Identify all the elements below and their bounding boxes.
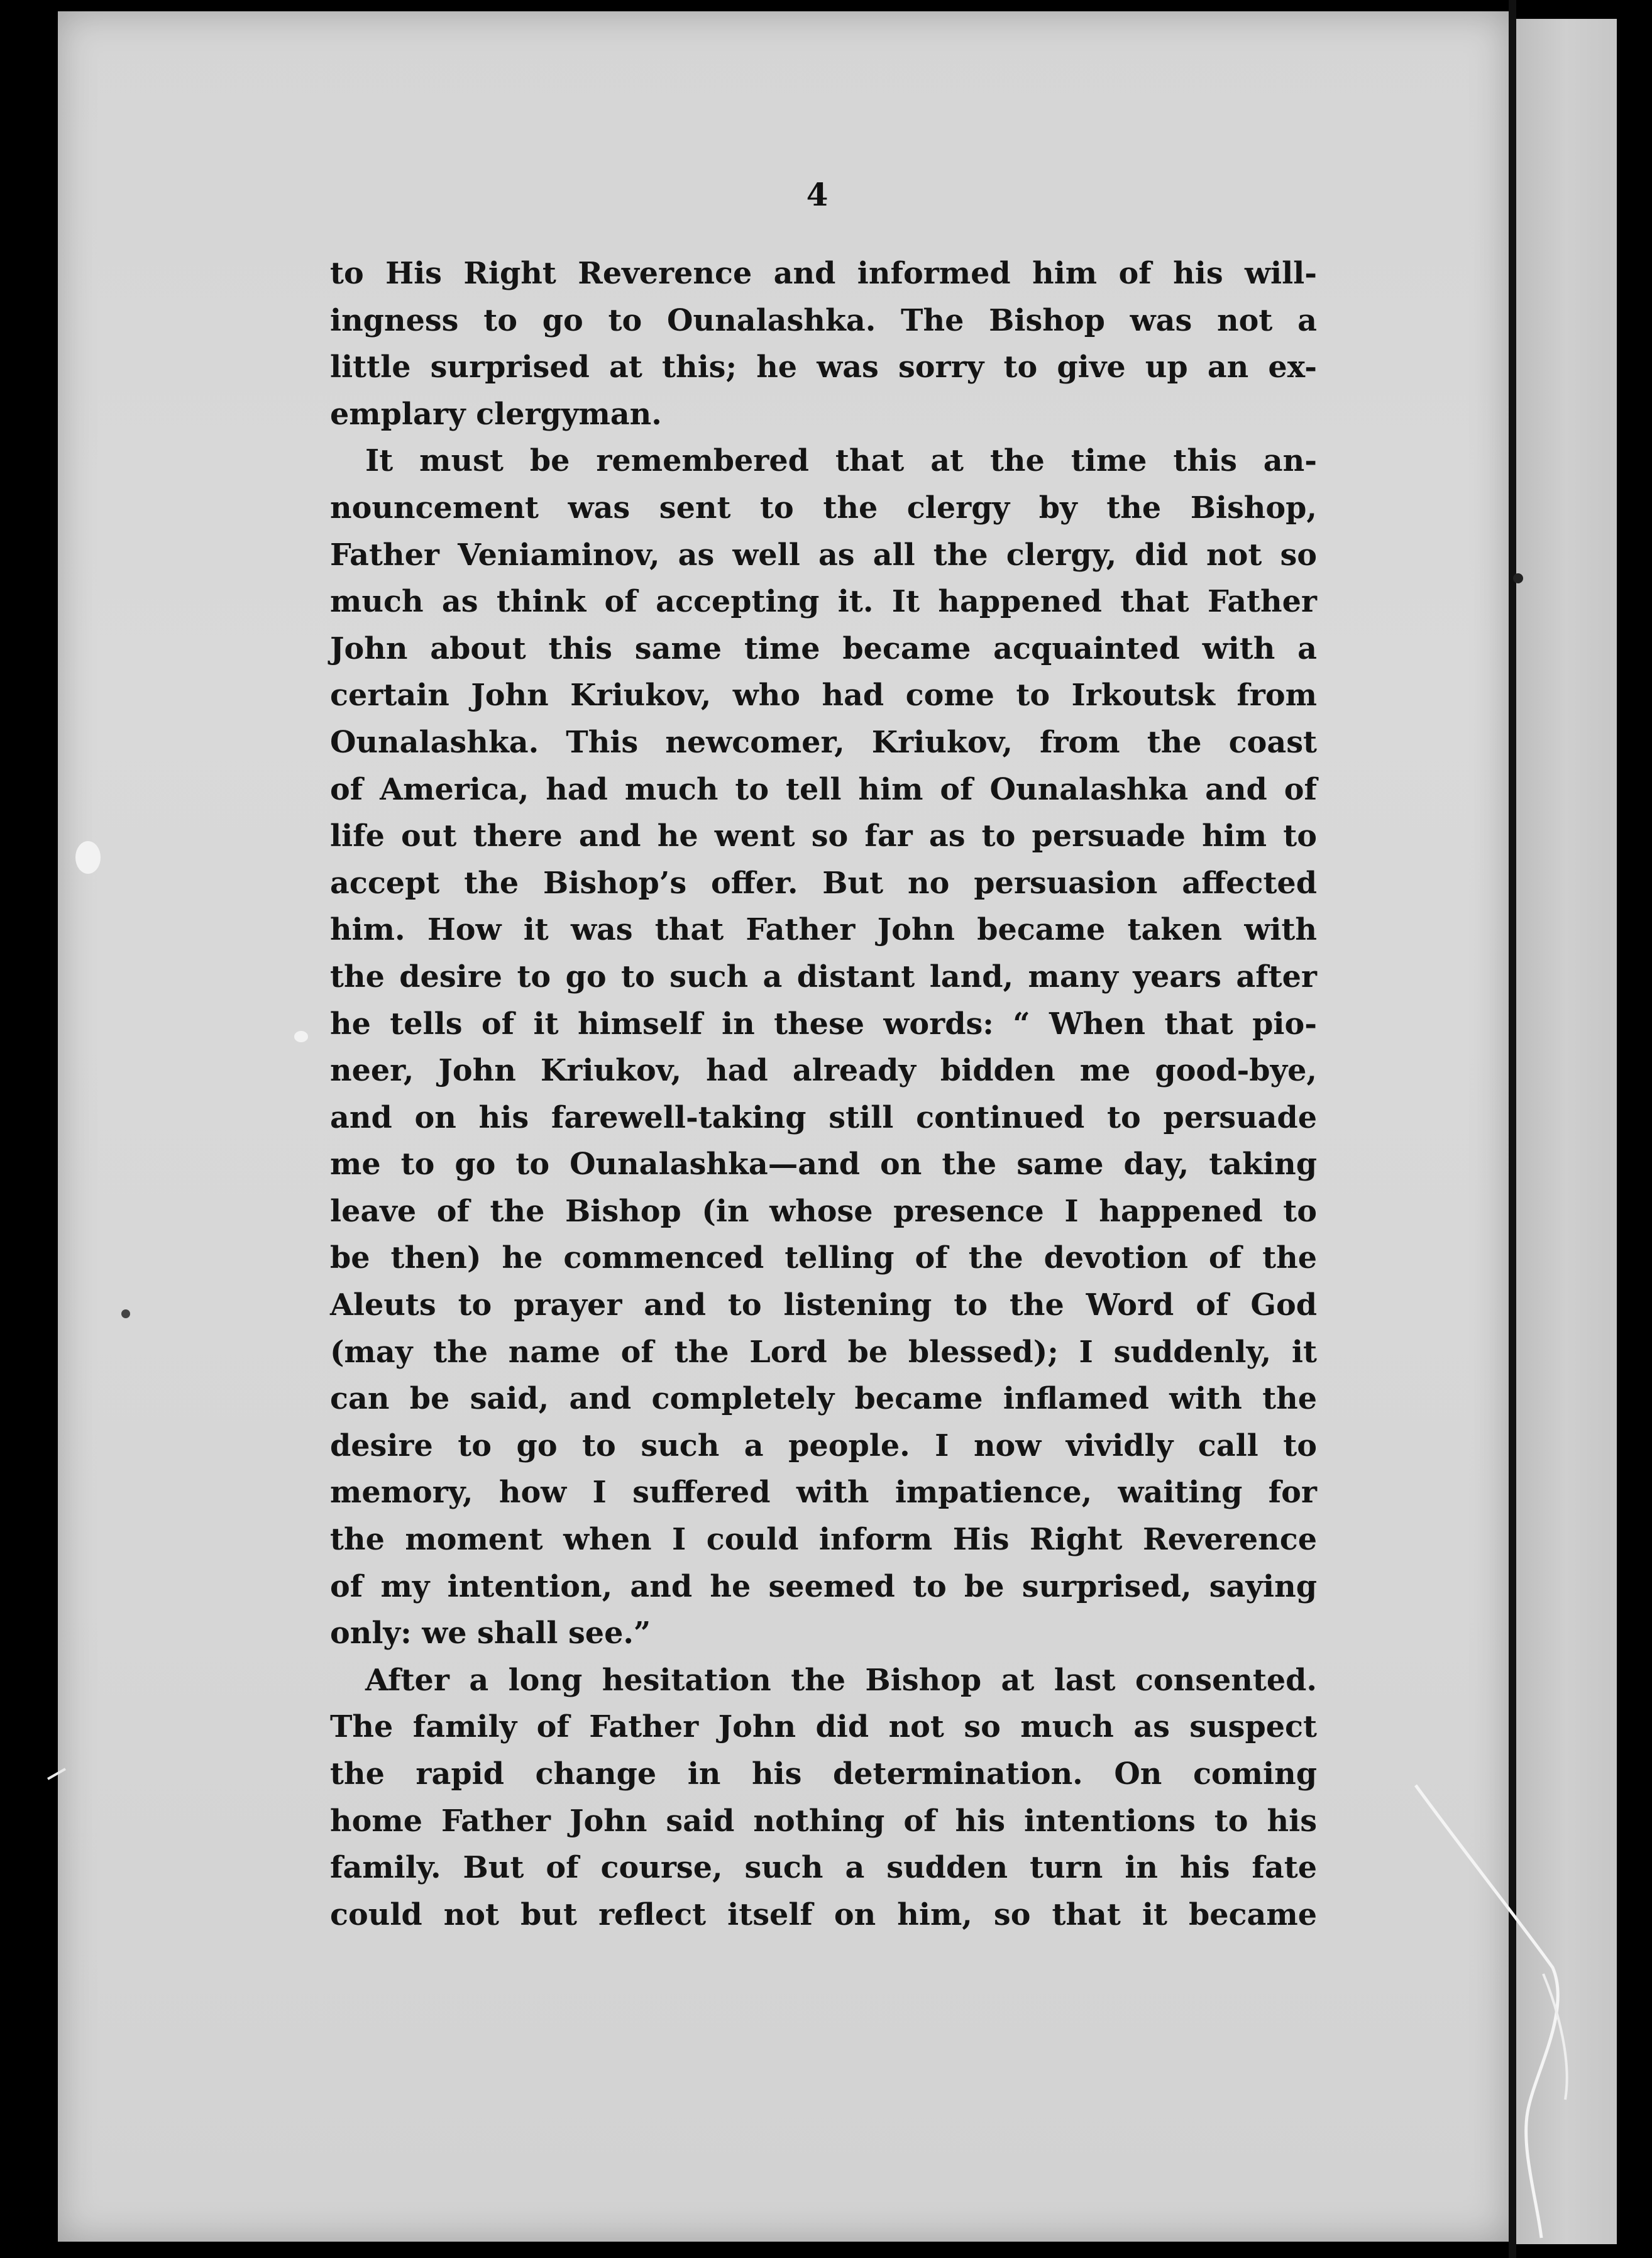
text-line: could not but reflect itself on him, so that it became (330, 1897, 1317, 1932)
text-line: Aleuts to prayer and to listening to the Word of God (330, 1287, 1317, 1323)
text-line: to His Right Reverence and informed him of his will- (330, 256, 1317, 291)
text-line: The family of Father John did not so much as suspect (330, 1709, 1317, 1745)
text-line: of America, had much to tell him of Ounalashka and of (330, 771, 1317, 807)
text-line: he tells of it himself in these words: “ When that pio- (330, 1006, 1317, 1042)
text-line: the moment when I could inform His Right Reverence (330, 1522, 1317, 1558)
text-line: After a long hesitation the Bishop at last consented. (365, 1662, 1317, 1698)
text-line: nouncement was sent to the clergy by the Bishop, (330, 490, 1317, 526)
text-line: and on his farewell-taking still continued to persuade (330, 1099, 1317, 1135)
page-number: 4 (806, 176, 829, 213)
text-line: ingness to go to Ounalashka. The Bishop was not a (330, 302, 1317, 338)
text-line: be then) he commenced telling of the devotion of the (330, 1240, 1317, 1276)
text-line: Ounalashka. This newcomer, Kriukov, from the coast (330, 724, 1317, 760)
text-line: can be said, and completely became inflamed with the (330, 1381, 1317, 1417)
text-line: the rapid change in his determination. On coming (330, 1756, 1317, 1792)
text-line: emplary clergyman. (330, 396, 662, 432)
text-line: neer, John Kriukov, had already bidden me good-bye, (330, 1053, 1317, 1089)
text-line: Father Veniaminov, as well as all the clergy, did not so (330, 537, 1317, 573)
text-line: desire to go to such a people. I now vividly call to (330, 1428, 1317, 1463)
text-line: John about this same time became acquainted with a (330, 631, 1317, 666)
body-text (330, 250, 1317, 1938)
text-line: family. But of course, such a sudden turn in his fate (330, 1850, 1317, 1886)
text-line: me to go to Ounalashka—and on the same day, taking (330, 1147, 1317, 1182)
text-line: (may the name of the Lord be blessed); I suddenly, it (330, 1334, 1317, 1370)
text-line: little surprised at this; he was sorry to give up an ex- (330, 350, 1317, 385)
text-line: him. How it was that Father John became taken with (330, 912, 1317, 948)
text-line: It must be remembered that at the time this an- (365, 443, 1317, 479)
text-line: certain John Kriukov, who had come to Irkoutsk from (330, 678, 1317, 713)
text-line: accept the Bishop’s offer. But no persuasion affected (330, 865, 1317, 901)
text-line: the desire to go to such a distant land, many years after (330, 959, 1317, 994)
text-line: memory, how I suffered with impatience, waiting for (330, 1475, 1317, 1511)
text-line: only: we shall see.” (330, 1616, 651, 1651)
text-line: home Father John said nothing of his intentions to his (330, 1803, 1317, 1839)
text-line: life out there and he went so far as to persuade him to (330, 818, 1317, 854)
text-line: much as think of accepting it. It happened that Father (330, 584, 1317, 620)
text-line: of my intention, and he seemed to be surprised, saying (330, 1568, 1317, 1604)
text-line: leave of the Bishop (in whose presence I happened to (330, 1193, 1317, 1229)
